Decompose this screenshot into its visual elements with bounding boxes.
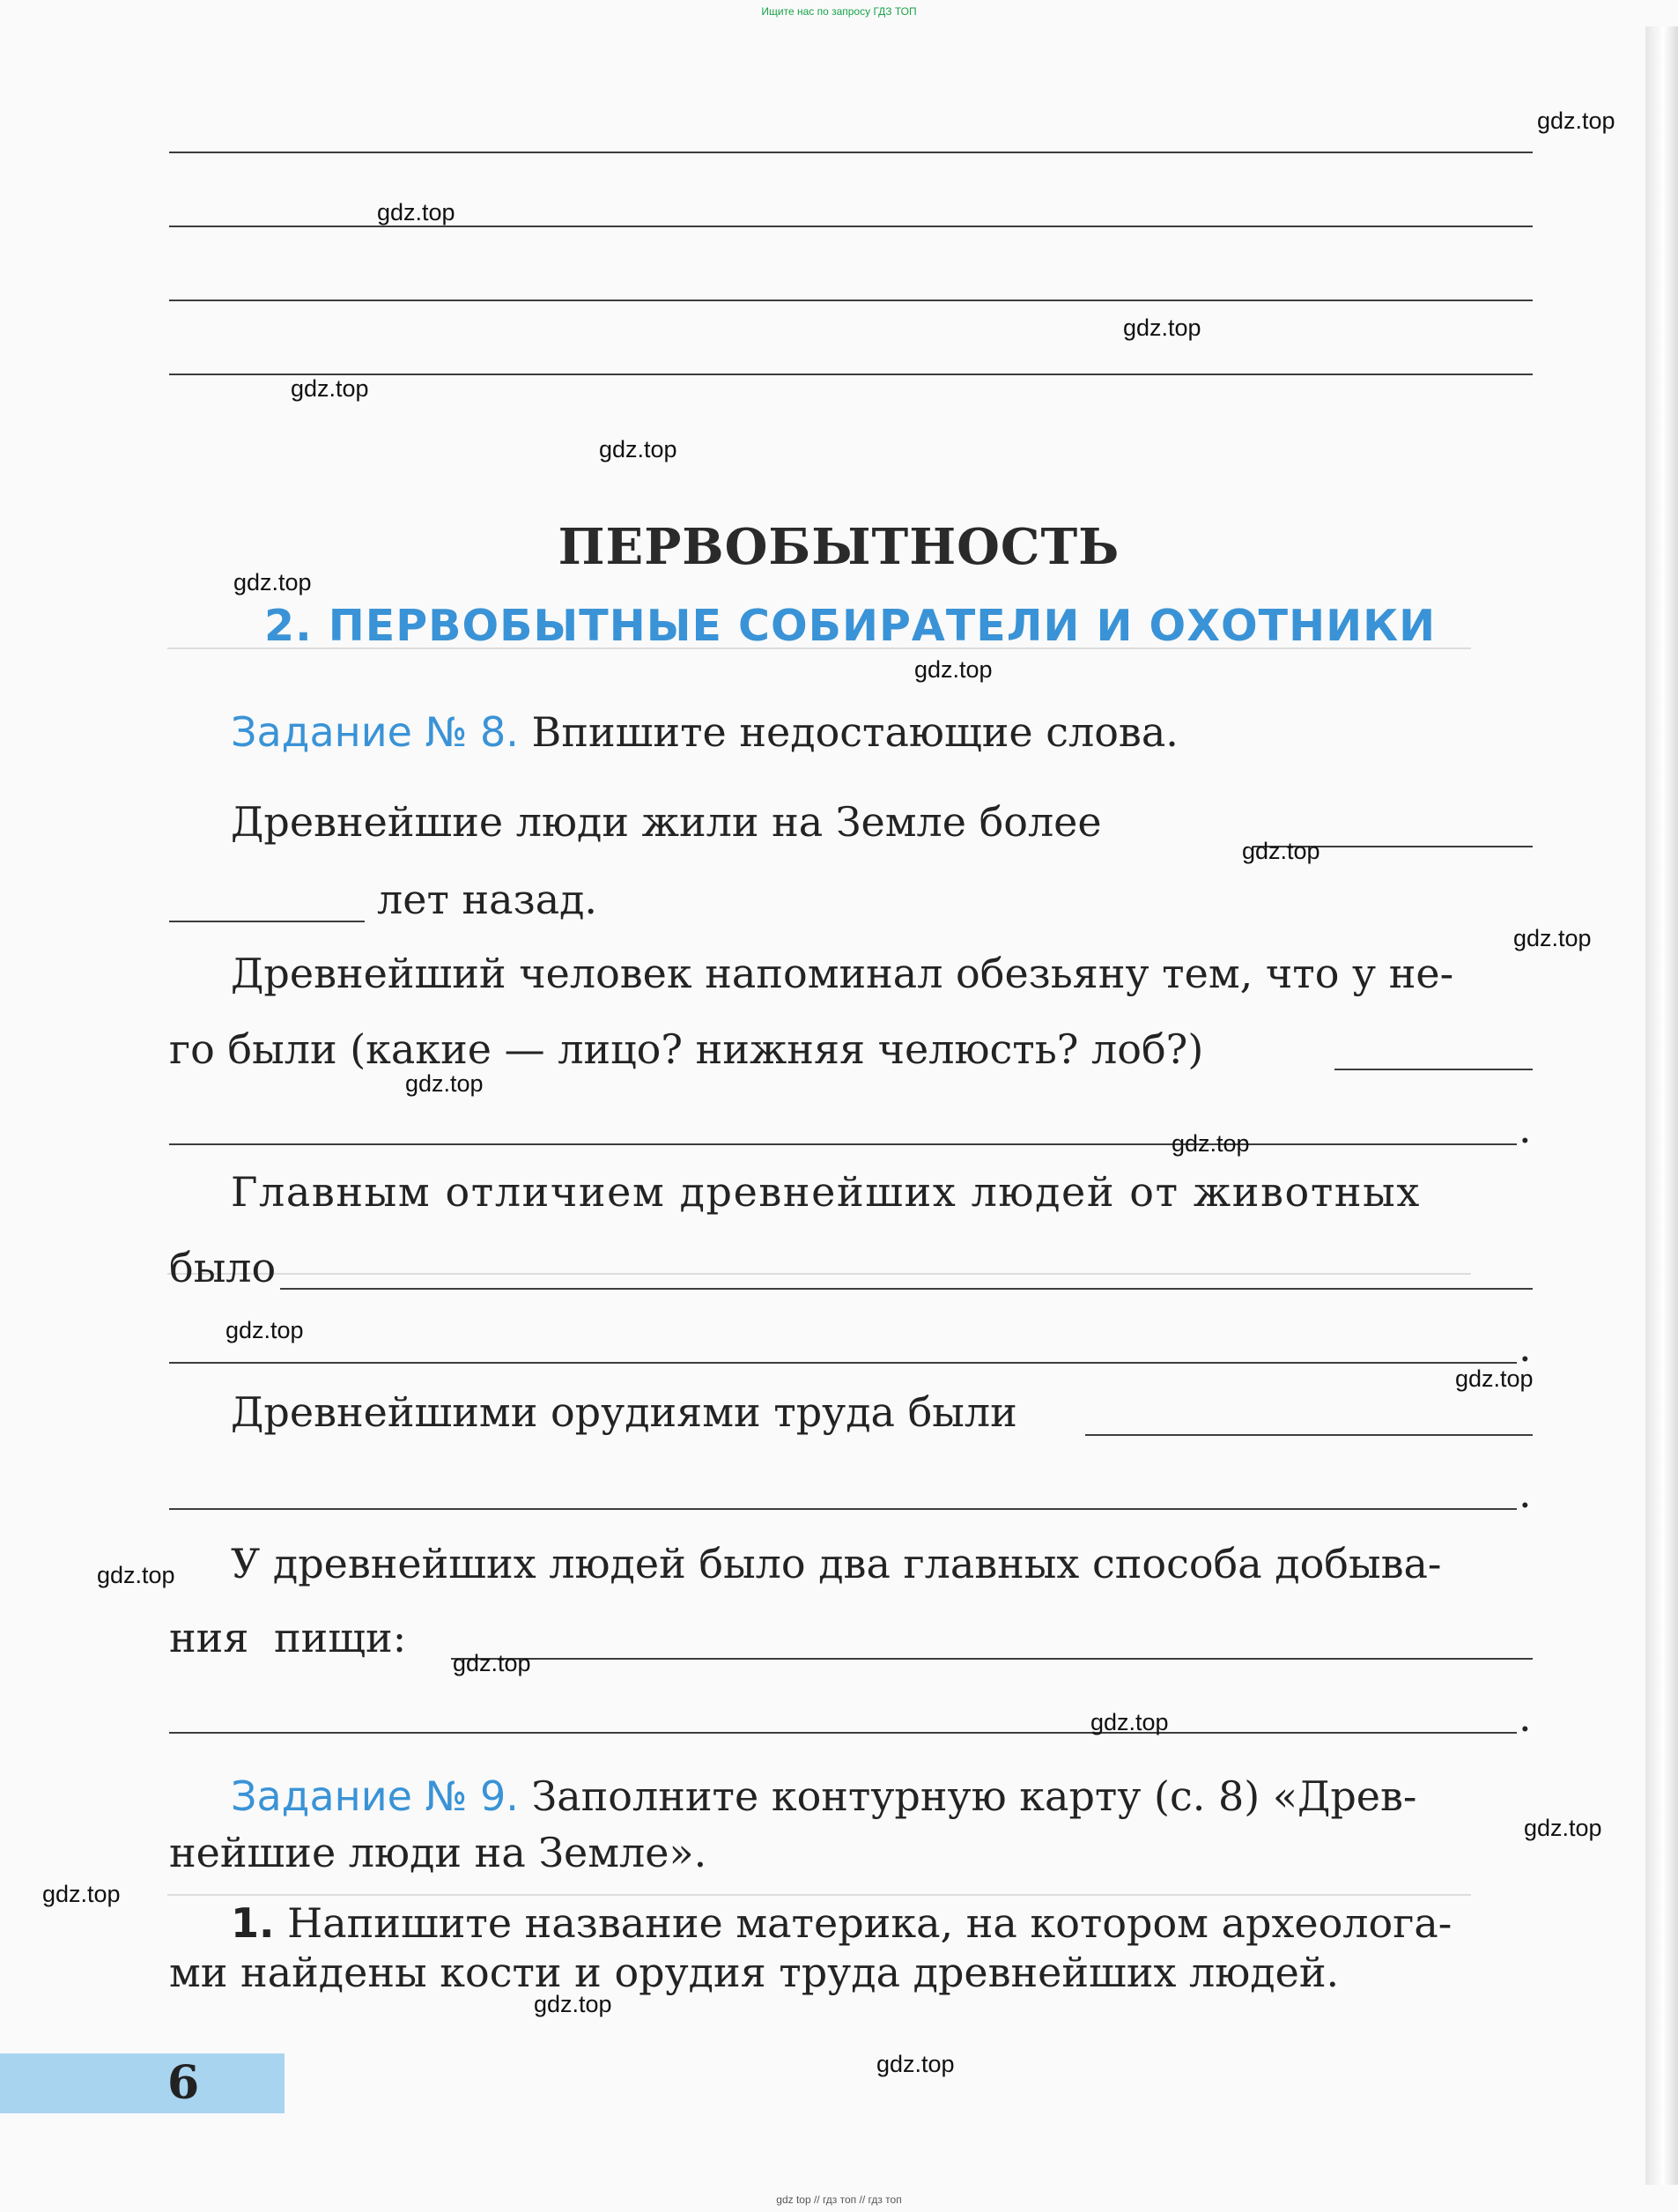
sentence-period: . <box>1519 1469 1532 1517</box>
watermark: gdz.top <box>42 1881 121 1907</box>
watermark: gdz.top <box>97 1562 175 1588</box>
watermark: gdz.top <box>876 2051 955 2077</box>
page-spine <box>1645 26 1678 2185</box>
task8-line1: Древнейшие люди жили на Земле более <box>231 798 1102 846</box>
item-text: Напишите название материка, на котором археолога- <box>287 1899 1453 1947</box>
task8-label: Задание № 8. <box>231 708 519 756</box>
footer-note: gdz top // гдз топ // гдз топ <box>776 2194 902 2206</box>
chapter-title: ПЕРВОБЫТНОСТЬ <box>558 518 1120 576</box>
watermark: gdz.top <box>1123 314 1201 341</box>
watermark: gdz.top <box>233 569 312 596</box>
task9-label: Задание № 9. <box>231 1772 519 1820</box>
answer-line[interactable] <box>280 1288 1533 1290</box>
page-number-tab <box>0 2053 285 2113</box>
watermark: gdz.top <box>1513 925 1592 951</box>
task8-line6: было <box>169 1244 277 1291</box>
answer-line[interactable] <box>169 1732 1517 1734</box>
watermark: gdz.top <box>1090 1709 1169 1735</box>
answer-line[interactable] <box>169 226 1533 227</box>
task8-line4: го были (какие — лицо? нижняя челюсть? лоб?) <box>169 1025 1204 1073</box>
watermark: gdz.top <box>1242 838 1320 864</box>
watermark: gdz.top <box>1455 1365 1534 1392</box>
task9-item1-cont: ми найдены кости и орудия труда древнейших людей. <box>169 1949 1340 1996</box>
task9-instruction-cont: нейшие люди на Земле». <box>169 1829 707 1876</box>
sentence-period: . <box>1519 1323 1532 1371</box>
watermark: gdz.top <box>405 1070 484 1097</box>
watermark: gdz.top <box>1172 1130 1250 1157</box>
task9-instruction: Заполните контурную карту (с. 8) «Древ- <box>531 1772 1417 1820</box>
watermark: gdz.top <box>225 1317 304 1343</box>
task8-line9: ния пищи: <box>169 1614 407 1661</box>
watermark: gdz.top <box>534 1991 612 2017</box>
task8-line5: Главным отличием древнейших людей от животных <box>231 1168 1421 1216</box>
header-note: Ищите нас по запросу ГДЗ ТОП <box>761 5 917 18</box>
watermark: gdz.top <box>1524 1815 1602 1841</box>
bleed-line <box>167 1273 1471 1275</box>
task8-line8: У древнейших людей было два главных способа добыва- <box>231 1540 1442 1587</box>
task8-line2: лет назад. <box>377 876 598 923</box>
answer-line[interactable] <box>169 1362 1517 1364</box>
task8-line7: Древнейшими орудиями труда были <box>231 1388 1017 1436</box>
sentence-period: . <box>1519 1693 1532 1741</box>
answer-line[interactable] <box>169 1143 1517 1145</box>
task8-instruction: Впишите недостающие слова. <box>531 708 1179 756</box>
answer-line[interactable] <box>1085 1434 1533 1436</box>
answer-line[interactable] <box>1334 1069 1533 1070</box>
watermark: gdz.top <box>453 1650 531 1676</box>
watermark: gdz.top <box>1537 107 1615 134</box>
answer-line[interactable] <box>169 374 1533 375</box>
page-number: 6 <box>167 2056 200 2110</box>
watermark: gdz.top <box>599 436 677 462</box>
answer-line[interactable] <box>169 921 365 922</box>
watermark: gdz.top <box>377 199 455 226</box>
answer-line[interactable] <box>169 1508 1517 1510</box>
section-title: 2. ПЕРВОБЫТНЫЕ СОБИРАТЕЛИ И ОХОТНИКИ <box>264 601 1437 651</box>
sentence-period: . <box>1519 1105 1532 1152</box>
task9-item1 <box>231 1899 1453 1947</box>
bleed-line <box>167 1894 1471 1896</box>
item-number: 1. <box>231 1899 275 1947</box>
watermark: gdz.top <box>914 656 993 683</box>
answer-line[interactable] <box>169 300 1533 301</box>
answer-line[interactable] <box>169 152 1533 153</box>
watermark: gdz.top <box>291 375 369 402</box>
task9-heading <box>231 1772 1417 1820</box>
task8-line3: Древнейший человек напоминал обезьяну тем, что у не- <box>231 950 1454 997</box>
task8-heading <box>231 708 1179 756</box>
answer-line[interactable] <box>451 1658 1533 1660</box>
